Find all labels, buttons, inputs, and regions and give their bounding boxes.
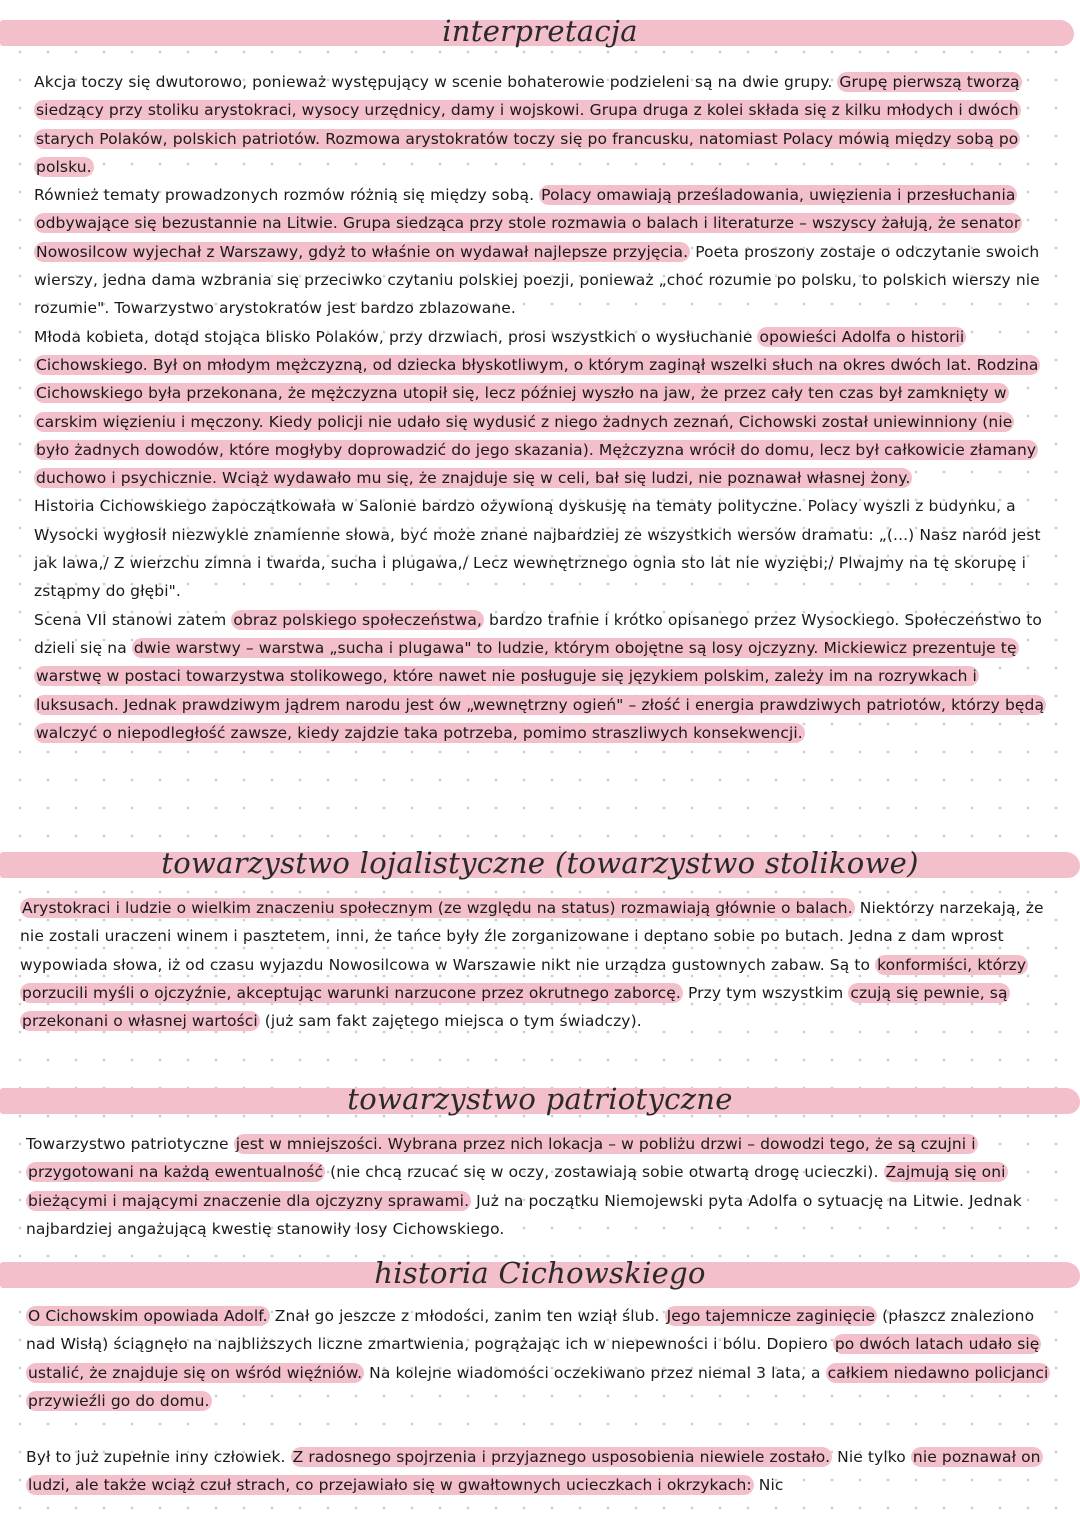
text-segment: Poeta proszony zostaje o odczytanie swoich wierszy, jedna dama wzbrania się przeciwko czytaniu polskiej poezji, ponieważ „choć rozumie po polsku, to polskich wierszy nie rozumie". Towarzystwo arystokratów jest bardzo zblazowane. [34,242,1040,318]
paragraph [34,492,1046,605]
section-lojalistyczne [0,846,1080,880]
patriotyczne-body [26,1130,1046,1243]
text-segment: Już na początku Niemojewski pyta Adolfa o sytuację na Litwie. Jednak najbardziej angażującą kwestię stanowiły losy Cichowskiego. [26,1191,1022,1238]
highlight: jest w mniejszości. Wybrana przez nich lokacja – w pobliżu drzwi – dowodzi tego, że są czujni i przygotowani na każdą ewentualność [28,1135,976,1182]
text-segment: Scena VII stanowi zatem [34,610,232,629]
text-segment: Nie tylko [832,1448,911,1467]
text-segment: (płaszcz znaleziono nad Wisłą) ściągnęło na najbliższych liczne zmartwienia, pogrążając ich w niepewności i bólu. Dopiero [26,1307,1035,1354]
paragraph [26,1302,1050,1415]
highlight: opowieści Adolfa o historii Cichowskiego. Był on młodym mężczyzną, od dziecka błyskotliwym, o którym zaginął wszelki słuch na okres dwóch lat. Rodzina Cichowskiego była przekonana, że mężczyzna utopił się, lecz później wyszło na jaw, że przez cały ten czas był zamknięty w carskim więzieniu i męczony. Kiedy policji nie udało się wydusić z niego żadnych zeznań, Cichowski został uniewinniony (nie było żadnych dowodów, które mogłyby doprowadzić do jego skazania). Mężczyzna wrócił do domu, lecz był całkowicie złamany duchowo i psychicznie. Wciąż wydawało mu się, że znajduje się w celi, bał się ludzi, nie poznawał własnej żony. [36,327,1039,488]
text-segment: Niektórzy narzekają, że nie zostali uraczeni winem i pasztetem, inni, że tańce były źle zorganizowane i deptano sobie po butach. Jedna z dam wprost wypowiada słowa, iż od czasu wyjazdu Nowosilcowa w Warszawie nikt nie urządza gustownych zabaw. Są to [20,899,1044,974]
lojalistyczne-body [20,894,1044,1035]
text-segment: Nic [753,1476,784,1495]
heading-title: interpretacja [442,14,638,48]
heading-title: towarzystwo patriotyczne [347,1082,733,1116]
interpretacja-body [34,68,1046,747]
highlight: nie poznawał on ludzi, ale także wciąż czuł strach, co przejawiało się w gwałtownych ucieczkach i okrzykach: [28,1448,1041,1495]
section-cichowski [0,1256,1080,1290]
highlight: obraz polskiego społeczeństwa, [233,610,483,629]
heading-cichowski [0,1256,1080,1290]
highlight: Arystokraci i ludzie o wielkim znaczeniu społecznym (ze względu na status) rozmawiają głównie o balach. [22,899,853,917]
paragraph [26,1130,1046,1243]
paragraph [34,323,1046,493]
section-interpretacja [0,14,1080,48]
highlight: Grupę pierwszą tworzą siedzący przy stoliku arystokraci, wysocy urzędnicy, damy i wojskowi. Grupa druga z kolei składa się z kilku młodych i dwóch starych Polaków, polskich patriotów. Rozmowa arystokratów toczy się po francusku, natomiast Polacy mówią między sobą po polsku. [36,73,1020,176]
paragraph [26,1443,1050,1500]
highlight: dwie warstwy – warstwa „sucha i plugawa" to ludzie, którym obojętne są losy ojczyzny. Mickiewicz prezentuje tę warstwę w postaci towarzystwa stolikowego, które nawet nie posługuje się językiem polskim, zależy im na rozrywkach i luksusach. Jednak prawdziwym jądrem narodu jest ów „wewnętrzny ogień" – złość i energia prawdziwych patriotów, którzy będą walczyć o niepodległość zawsze, kiedy zajdzie taka potrzeba, pomimo straszliwych konsekwencji. [36,638,1045,742]
text-segment: Przy tym wszystkim [682,983,849,1002]
paragraph [34,181,1046,322]
highlight: O Cichowskim opowiada Adolf. [28,1307,268,1325]
highlight: Zajmują się oni bieżącymi i mającymi znaczenie dla ojczyzny sprawami. [28,1163,1006,1210]
heading-interpretacja [0,14,1080,48]
text-segment: Historia Cichowskiego zapoczątkowała w Salonie bardzo ożywioną dyskusję na tematy polityczne. Polacy wyszli z budynku, a Wysocki wygłosił niezwykle znamienne słowa, być może znane najbardziej ze wszystkich wersów dramatu: „(...) Nasz naród jest jak lawa,/ Z wierzchu zimna i twarda, sucha i plugawa,/ Lecz wewnętrznego ognia sto lat nie wyziębi;/ Plwajmy na tę skorupę i zstąpmy do głębi". [34,497,1041,601]
heading-title: towarzystwo lojalistyczne (towarzystwo stolikowe) [161,846,919,880]
section-patriotyczne [0,1082,1080,1116]
text-segment: bardzo trafnie i krótko opisanego przez Wysockiego. Społeczeństwo to dzieli się na [34,610,1043,657]
text-segment: Towarzystwo patriotyczne [26,1135,234,1153]
paragraph [34,606,1046,747]
highlight: całkiem niedawno policjanci przywieźli go do domu. [28,1363,1049,1410]
text-segment: (nie chcą rzucać się w oczy, zostawiają sobie otwartą drogę ucieczki). [325,1163,884,1182]
heading-title: historia Cichowskiego [374,1256,706,1290]
highlight: konformiści, którzy porzucili myśli o ojczyźnie, akceptując warunki narzucone przez okrutnego zaborcę. [22,955,1027,1002]
heading-patriotyczne [0,1082,1080,1116]
text-segment: Również tematy prowadzonych rozmów różnią się między sobą. [34,186,540,205]
cichowski-body [26,1302,1050,1500]
highlight: czują się pewnie, są przekonani o własnej wartości [22,983,1008,1031]
paragraph [34,68,1046,181]
heading-lojalistyczne [0,846,1080,880]
text-segment: Na kolejne wiadomości oczekiwano przez niemal 3 lata, a [364,1363,826,1382]
highlight: po dwóch latach udało się ustalić, że znajduje się on wśród więźniów. [28,1335,1040,1382]
text-segment: Młoda kobieta, dotąd stojąca blisko Polaków, przy drzwiach, prosi wszystkich o wysłuchanie [34,327,758,346]
highlight: Polacy omawiają prześladowania, uwięzienia i przesłuchania odbywające się bezustannie na Litwie. Grupa siedząca przy stole rozmawia o balach i literaturze – wszyscy żałują, że senator Nowosilcow wyjechał z Warszawy, gdyż to właśnie on wydawał najlepsze przyjęcia. [36,186,1021,261]
highlight: Jego tajemnicze zaginięcie [666,1307,876,1325]
highlight: Z radosnego spojrzenia i przyjaznego usposobienia niewiele zostało. [292,1448,831,1467]
text-segment: Znał go jeszcze z młodości, zanim ten wziął ślub. [269,1307,665,1325]
text-segment: (już sam fakt zajętego miejsca o tym świadczy). [259,1012,642,1031]
text-segment: Akcja toczy się dwutorowo, ponieważ występujący w scenie bohaterowie podzieleni są na dwie grupy. [34,73,838,91]
paragraph [20,894,1044,1035]
text-segment: Był to już zupełnie inny człowiek. [26,1448,291,1467]
